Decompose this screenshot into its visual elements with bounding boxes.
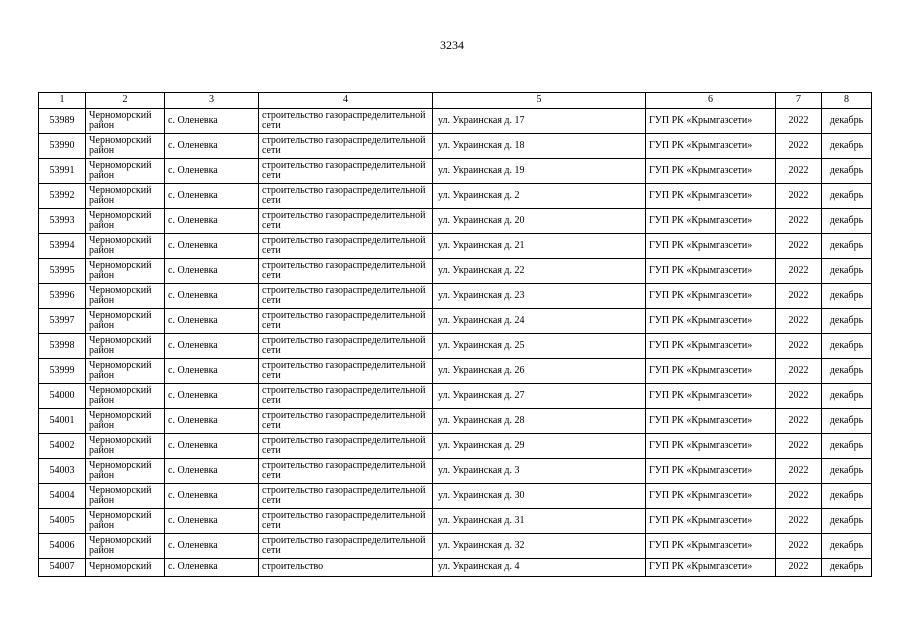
cell-address: ул. Украинская д. 30 xyxy=(433,484,646,509)
cell-month: декабрь xyxy=(822,209,872,234)
cell-organization: ГУП РК «Крымгазсети» xyxy=(646,234,776,259)
cell-village: с. Оленевка xyxy=(165,409,259,434)
column-header: 4 xyxy=(259,93,433,109)
cell-address: ул. Украинская д. 19 xyxy=(433,159,646,184)
cell-district: Черноморский район xyxy=(86,459,165,484)
cell-address: ул. Украинская д. 23 xyxy=(433,284,646,309)
cell-district: Черноморский район xyxy=(86,209,165,234)
cell-organization: ГУП РК «Крымгазсети» xyxy=(646,484,776,509)
cell-district: Черноморский район xyxy=(86,334,165,359)
cell-address: ул. Украинская д. 25 xyxy=(433,334,646,359)
cell-organization: ГУП РК «Крымгазсети» xyxy=(646,384,776,409)
table-row xyxy=(39,359,872,384)
cell-year: 2022 xyxy=(776,384,822,409)
cell-district: Черноморский район xyxy=(86,534,165,559)
cell-id: 53994 xyxy=(39,234,86,259)
cell-work-type: строительство газораспределительной сети xyxy=(259,134,433,159)
cell-month: декабрь xyxy=(822,434,872,459)
table-row xyxy=(39,509,872,534)
table-row xyxy=(39,184,872,209)
cell-organization: ГУП РК «Крымгазсети» xyxy=(646,184,776,209)
cell-year: 2022 xyxy=(776,234,822,259)
cell-month: декабрь xyxy=(822,484,872,509)
cell-year: 2022 xyxy=(776,109,822,134)
cell-year: 2022 xyxy=(776,534,822,559)
cell-district: Черноморский район xyxy=(86,259,165,284)
cell-address: ул. Украинская д. 28 xyxy=(433,409,646,434)
cell-month: декабрь xyxy=(822,259,872,284)
cell-year: 2022 xyxy=(776,509,822,534)
cell-organization: ГУП РК «Крымгазсети» xyxy=(646,559,776,577)
cell-address: ул. Украинская д. 3 xyxy=(433,459,646,484)
cell-district: Черноморский район xyxy=(86,109,165,134)
cell-village: с. Оленевка xyxy=(165,184,259,209)
cell-district: Черноморский район xyxy=(86,234,165,259)
cell-district: Черноморский район xyxy=(86,484,165,509)
cell-month: декабрь xyxy=(822,184,872,209)
cell-month: декабрь xyxy=(822,384,872,409)
cell-year: 2022 xyxy=(776,359,822,384)
cell-id: 54005 xyxy=(39,509,86,534)
cell-organization: ГУП РК «Крымгазсети» xyxy=(646,259,776,284)
cell-year: 2022 xyxy=(776,284,822,309)
cell-district: Черноморский район xyxy=(86,309,165,334)
cell-month: декабрь xyxy=(822,334,872,359)
cell-year: 2022 xyxy=(776,459,822,484)
cell-address: ул. Украинская д. 29 xyxy=(433,434,646,459)
cell-id: 54004 xyxy=(39,484,86,509)
cell-address: ул. Украинская д. 20 xyxy=(433,209,646,234)
cell-district: Черноморский район xyxy=(86,184,165,209)
cell-organization: ГУП РК «Крымгазсети» xyxy=(646,509,776,534)
cell-work-type: строительство газораспределительной сети xyxy=(259,509,433,534)
cell-village: с. Оленевка xyxy=(165,109,259,134)
data-table xyxy=(38,92,872,577)
cell-village: с. Оленевка xyxy=(165,559,259,577)
cell-village: с. Оленевка xyxy=(165,159,259,184)
table-row xyxy=(39,109,872,134)
cell-id: 54001 xyxy=(39,409,86,434)
cell-id: 53998 xyxy=(39,334,86,359)
cell-month: декабрь xyxy=(822,409,872,434)
table-row xyxy=(39,434,872,459)
table-row xyxy=(39,534,872,559)
cell-organization: ГУП РК «Крымгазсети» xyxy=(646,309,776,334)
cell-year: 2022 xyxy=(776,184,822,209)
cell-month: декабрь xyxy=(822,559,872,577)
cell-id: 54000 xyxy=(39,384,86,409)
cell-year: 2022 xyxy=(776,259,822,284)
table-row xyxy=(39,284,872,309)
cell-address: ул. Украинская д. 17 xyxy=(433,109,646,134)
cell-id: 53999 xyxy=(39,359,86,384)
cell-address: ул. Украинская д. 22 xyxy=(433,259,646,284)
cell-month: декабрь xyxy=(822,359,872,384)
cell-district: Черноморский район xyxy=(86,159,165,184)
cell-organization: ГУП РК «Крымгазсети» xyxy=(646,109,776,134)
cell-address: ул. Украинская д. 26 xyxy=(433,359,646,384)
cell-organization: ГУП РК «Крымгазсети» xyxy=(646,409,776,434)
column-header: 1 xyxy=(39,93,86,109)
cell-work-type: строительство xyxy=(259,559,433,577)
cell-district: Черноморский xyxy=(86,559,165,577)
cell-work-type: строительство газораспределительной сети xyxy=(259,334,433,359)
cell-work-type: строительство газораспределительной сети xyxy=(259,259,433,284)
cell-year: 2022 xyxy=(776,334,822,359)
cell-work-type: строительство газораспределительной сети xyxy=(259,284,433,309)
page-number: 3234 xyxy=(440,38,464,52)
cell-work-type: строительство газораспределительной сети xyxy=(259,384,433,409)
table-row xyxy=(39,459,872,484)
cell-month: декабрь xyxy=(822,109,872,134)
cell-work-type: строительство газораспределительной сети xyxy=(259,459,433,484)
cell-month: декабрь xyxy=(822,509,872,534)
cell-year: 2022 xyxy=(776,434,822,459)
cell-year: 2022 xyxy=(776,159,822,184)
cell-month: декабрь xyxy=(822,309,872,334)
cell-month: декабрь xyxy=(822,459,872,484)
cell-id: 54003 xyxy=(39,459,86,484)
cell-year: 2022 xyxy=(776,134,822,159)
cell-village: с. Оленевка xyxy=(165,384,259,409)
table-row xyxy=(39,484,872,509)
cell-village: с. Оленевка xyxy=(165,434,259,459)
cell-district: Черноморский район xyxy=(86,409,165,434)
cell-year: 2022 xyxy=(776,559,822,577)
column-header: 2 xyxy=(86,93,165,109)
cell-organization: ГУП РК «Крымгазсети» xyxy=(646,334,776,359)
cell-address: ул. Украинская д. 31 xyxy=(433,509,646,534)
table-row xyxy=(39,234,872,259)
cell-organization: ГУП РК «Крымгазсети» xyxy=(646,534,776,559)
cell-address: ул. Украинская д. 2 xyxy=(433,184,646,209)
cell-work-type: строительство газораспределительной сети xyxy=(259,159,433,184)
table-row xyxy=(39,409,872,434)
cell-district: Черноморский район xyxy=(86,384,165,409)
cell-organization: ГУП РК «Крымгазсети» xyxy=(646,434,776,459)
cell-organization: ГУП РК «Крымгазсети» xyxy=(646,159,776,184)
cell-district: Черноморский район xyxy=(86,509,165,534)
cell-address: ул. Украинская д. 18 xyxy=(433,134,646,159)
cell-village: с. Оленевка xyxy=(165,359,259,384)
cell-district: Черноморский район xyxy=(86,359,165,384)
cell-district: Черноморский район xyxy=(86,434,165,459)
column-header: 3 xyxy=(165,93,259,109)
cell-work-type: строительство газораспределительной сети xyxy=(259,359,433,384)
cell-work-type: строительство газораспределительной сети xyxy=(259,484,433,509)
cell-year: 2022 xyxy=(776,409,822,434)
table-row xyxy=(39,159,872,184)
cell-id: 53995 xyxy=(39,259,86,284)
cell-address: ул. Украинская д. 24 xyxy=(433,309,646,334)
table-row xyxy=(39,334,872,359)
cell-id: 53991 xyxy=(39,159,86,184)
cell-year: 2022 xyxy=(776,209,822,234)
cell-work-type: строительство газораспределительной сети xyxy=(259,309,433,334)
cell-district: Черноморский район xyxy=(86,134,165,159)
cell-month: декабрь xyxy=(822,284,872,309)
cell-address: ул. Украинская д. 21 xyxy=(433,234,646,259)
cell-work-type: строительство газораспределительной сети xyxy=(259,434,433,459)
cell-address: ул. Украинская д. 32 xyxy=(433,534,646,559)
cell-month: декабрь xyxy=(822,234,872,259)
table-row xyxy=(39,209,872,234)
cell-year: 2022 xyxy=(776,484,822,509)
cell-id: 53990 xyxy=(39,134,86,159)
cell-month: декабрь xyxy=(822,534,872,559)
header-row xyxy=(39,93,872,109)
cell-id: 53996 xyxy=(39,284,86,309)
cell-organization: ГУП РК «Крымгазсети» xyxy=(646,359,776,384)
cell-id: 54007 xyxy=(39,559,86,577)
cell-id: 53989 xyxy=(39,109,86,134)
cell-village: с. Оленевка xyxy=(165,234,259,259)
cell-village: с. Оленевка xyxy=(165,534,259,559)
cell-organization: ГУП РК «Крымгазсети» xyxy=(646,459,776,484)
cell-organization: ГУП РК «Крымгазсети» xyxy=(646,284,776,309)
cell-year: 2022 xyxy=(776,309,822,334)
cell-id: 54006 xyxy=(39,534,86,559)
cell-id: 53993 xyxy=(39,209,86,234)
cell-organization: ГУП РК «Крымгазсети» xyxy=(646,209,776,234)
cell-village: с. Оленевка xyxy=(165,259,259,284)
cell-work-type: строительство газораспределительной сети xyxy=(259,109,433,134)
cell-village: с. Оленевка xyxy=(165,134,259,159)
cell-village: с. Оленевка xyxy=(165,484,259,509)
column-header: 8 xyxy=(822,93,872,109)
cell-work-type: строительство газораспределительной сети xyxy=(259,234,433,259)
cell-work-type: строительство газораспределительной сети xyxy=(259,209,433,234)
cell-district: Черноморский район xyxy=(86,284,165,309)
column-header: 7 xyxy=(776,93,822,109)
cell-address: ул. Украинская д. 4 xyxy=(433,559,646,577)
cell-village: с. Оленевка xyxy=(165,309,259,334)
column-header: 6 xyxy=(646,93,776,109)
cell-id: 53997 xyxy=(39,309,86,334)
cell-work-type: строительство газораспределительной сети xyxy=(259,534,433,559)
table-body xyxy=(39,109,872,577)
cell-village: с. Оленевка xyxy=(165,209,259,234)
table-row xyxy=(39,384,872,409)
cell-organization: ГУП РК «Крымгазсети» xyxy=(646,134,776,159)
table-row xyxy=(39,259,872,284)
cell-work-type: строительство газораспределительной сети xyxy=(259,184,433,209)
cell-month: декабрь xyxy=(822,134,872,159)
cell-month: декабрь xyxy=(822,159,872,184)
cell-village: с. Оленевка xyxy=(165,334,259,359)
cell-id: 53992 xyxy=(39,184,86,209)
cell-id: 54002 xyxy=(39,434,86,459)
cell-work-type: строительство газораспределительной сети xyxy=(259,409,433,434)
table-row xyxy=(39,309,872,334)
table-row xyxy=(39,134,872,159)
cell-village: с. Оленевка xyxy=(165,459,259,484)
column-header: 5 xyxy=(433,93,646,109)
cell-address: ул. Украинская д. 27 xyxy=(433,384,646,409)
cell-village: с. Оленевка xyxy=(165,284,259,309)
table-row xyxy=(39,559,872,577)
cell-village: с. Оленевка xyxy=(165,509,259,534)
